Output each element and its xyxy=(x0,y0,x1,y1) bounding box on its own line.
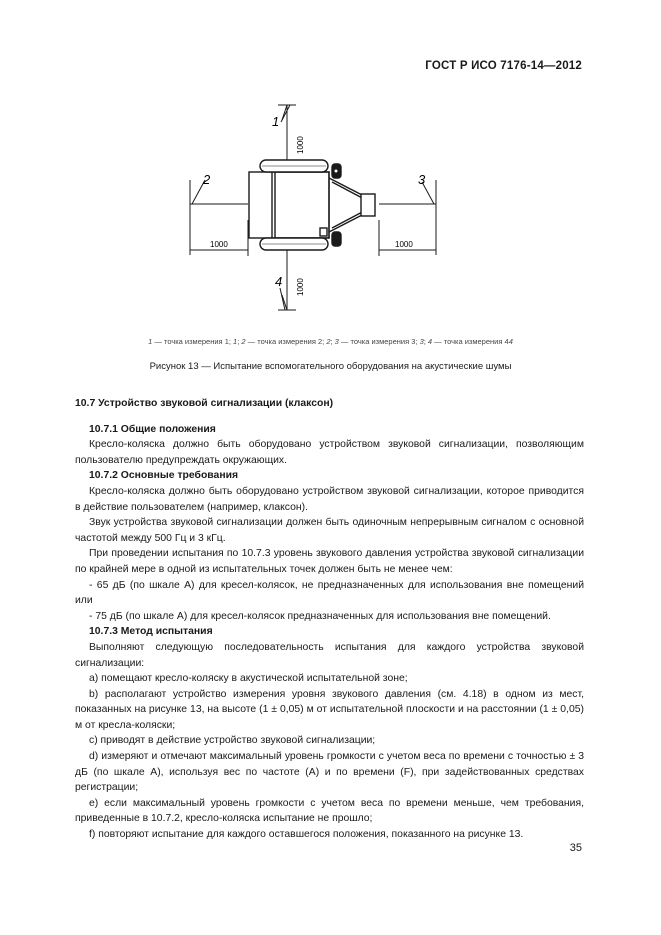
list-item: d) измеряют и отмечают максимальный уровень громкости с учетом веса по времени с точностью ± 3 дБ (по шкале A), используя вес по частоте (A) и по времени (F), при задействованных средствах регистрации; xyxy=(75,751,584,794)
wheelchair-plan-view xyxy=(249,160,375,250)
paragraph: Выполняют следующую последовательность испытания для каждого устройства звуковой сигнализации: xyxy=(75,641,584,669)
list-item: f) повторяют испытание для каждого оставшегося положения, показанного на рисунке 13. xyxy=(89,829,524,841)
paragraph: Кресло-коляска должно быть оборудовано устройством звуковой сигнализации, позволяющим пользователю предупреждать окружающих. xyxy=(75,439,584,466)
figure-13-diagram xyxy=(180,100,460,320)
list-item: c) приводят в действие устройство звуковой сигнализации; xyxy=(89,735,376,747)
figure-label-4: 4 xyxy=(275,274,283,289)
list-item: - 75 дБ (по шкале A) для кресел-колясок предназначенных для использования вне помещений. xyxy=(89,610,551,622)
section-body xyxy=(75,396,584,843)
dimension-right-value: 1000 xyxy=(395,240,413,249)
figure-label-3: 3 xyxy=(418,172,426,187)
section-title: 10.7 Устройство звуковой сигнализации (клаксон) xyxy=(75,398,334,409)
list-item: a) помещают кресло-коляску в акустической испытательной зоне; xyxy=(89,673,408,685)
dimension-top-value: 1000 xyxy=(296,136,305,154)
page-number: 35 xyxy=(569,842,582,854)
figure-legend: 1 — точка измерения 1; 1; 2 — точка измерения 2; 2; 3 — точка измерения 3; 3; 4 — точка измерения 44 xyxy=(148,337,513,346)
subsection-10-7-3-title: 10.7.3 Метод испытания xyxy=(89,626,213,638)
subsection-10-7-1-title: 10.7.1 Общие положения xyxy=(89,423,216,435)
list-item: e) если максимальный уровень громкости с учетом веса по времени меньше, чем требования, приведенные в 10.7.2, кресло-коляска испытание не прошло; xyxy=(75,797,584,825)
dimension-bottom-value: 1000 xyxy=(296,278,305,296)
list-item: - 65 дБ (по шкале A) для кресел-колясок, не предназначенных для использования вне помещений или xyxy=(75,579,584,607)
list-item: b) располагают устройство измерения уровня звукового давления (см. 4.18) в одном из мест, показанных на рисунке 13, на высоте (1 ± 0,05) м от испытательной плоскости и на расстоянии (1 ± 0,05) м от кресла-коляски; xyxy=(75,688,584,731)
subsection-10-7-2-title: 10.7.2 Основные требования xyxy=(89,470,239,482)
figure-label-1: 1 xyxy=(272,114,280,129)
figure-caption: Рисунок 13 — Испытание вспомогательного оборудования на акустические шумы xyxy=(149,361,512,372)
paragraph: Кресло-коляска должно быть оборудовано устройством звуковой сигнализации, которое приводится в действие пользователем (например, клаксон). xyxy=(75,485,584,513)
paragraph: При проведении испытания по 10.7.3 уровень звукового давления устройства звуковой сигнализации по крайней мере в одной из испытательных точек должен быть не менее чем: xyxy=(75,548,584,575)
figure-label-2: 2 xyxy=(203,172,211,187)
paragraph: Звук устройства звуковой сигнализации должен быть одиночным непрерывным сигналом с основной частотой между 500 Гц и 3 кГц. xyxy=(75,517,584,544)
standard-header: ГОСТ Р ИСО 7176-14—2012 xyxy=(425,60,582,72)
dimension-left-value: 1000 xyxy=(210,240,228,249)
